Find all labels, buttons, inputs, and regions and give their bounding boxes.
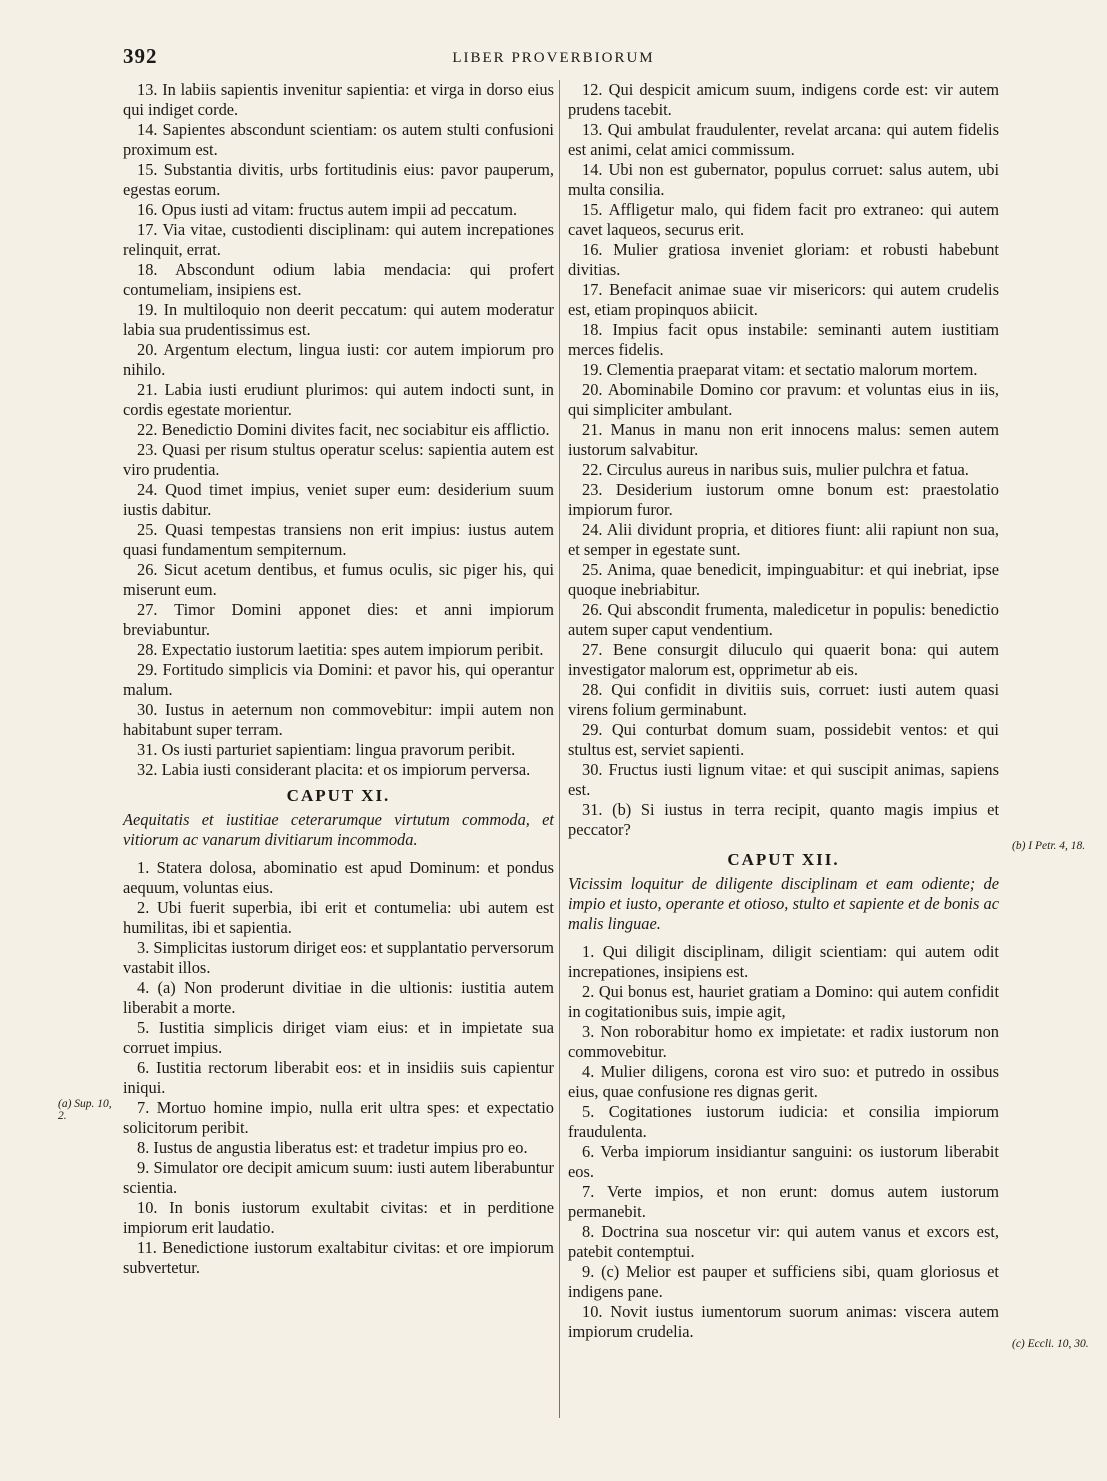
right-verses-bottom — [568, 942, 999, 1342]
verse: 6. Iustitia rectorum liberabit eos: et in insidiis suis capientur iniqui. — [123, 1058, 554, 1097]
verse: 25. Anima, quae benedicit, impinguabitur: et qui inebriat, ipse quoque inebriabitur. — [568, 560, 999, 599]
verse: 21. Labia iusti erudiunt plurimos: qui autem indocti sunt, in cordis egestate morientur. — [123, 380, 554, 419]
margin-note-a: (a) Sup. 10, 2. — [58, 1098, 112, 1122]
verse: 30. Fructus iusti lignum vitae: et qui suscipit animas, sapiens est. — [568, 760, 999, 799]
verse: 14. Sapientes abscondunt scientiam: os autem stulti confusioni proximum est. — [123, 120, 554, 159]
verse: 29. Qui conturbat domum suam, possidebit ventos: et qui stultus est, serviet sapienti. — [568, 720, 999, 759]
verse: 19. Clementia praeparat vitam: et sectatio malorum mortem. — [582, 360, 978, 379]
verse: 19. In multiloquio non deerit peccatum: qui autem moderatur labia sua prudentissimus est. — [123, 300, 554, 339]
verse: 15. Affligetur malo, qui fidem facit pro extraneo: qui autem cavet laqueos, securus erit. — [568, 200, 999, 239]
chapter-summary-xii: Vicissim loquitur de diligente disciplinam et eam odiente; de impio et iusto, operante et otioso, stulto et sapiente et de bonis ac malis linguae. — [568, 874, 999, 933]
verse: 30. Iustus in aeternum non commovebitur: impii autem non habitabunt super terram. — [123, 700, 554, 739]
verse: 23. Desiderium iustorum omne bonum est: praestolatio impiorum furor. — [568, 480, 999, 519]
running-title: LIBER PROVERBIORUM — [452, 50, 655, 66]
verse: 17. Benefacit animae suae vir misericors: qui autem crudelis est, etiam propinquos abiicit. — [568, 280, 999, 319]
verse: 13. Qui ambulat fraudulenter, revelat arcana: qui autem fidelis est animi, celat amici commissum. — [568, 120, 999, 159]
verse: 20. Abominabile Domino cor pravum: et voluntas eius in iis, qui simpliciter ambulant. — [568, 380, 999, 419]
page-number: 392 — [123, 44, 158, 68]
verse: 17. Via vitae, custodienti disciplinam: qui autem increpationes relinquit, errat. — [123, 220, 554, 259]
verse: 24. Alii dividunt propria, et ditiores fiunt: alii rapiunt non sua, et semper in egestate sunt. — [568, 520, 999, 559]
verse: 7. Verte impios, et non erunt: domus autem iustorum permanebit. — [568, 1182, 999, 1221]
verse: 9. (c) Melior est pauper et sufficiens sibi, quam gloriosus et indigens pane. — [568, 1262, 999, 1301]
verse: 28. Expectatio iustorum laetitia: spes autem impiorum peribit. — [137, 640, 544, 659]
verse: 5. Cogitationes iustorum iudicia: et consilia impiorum fraudulenta. — [568, 1102, 999, 1141]
verse: 6. Verba impiorum insidiantur sanguini: os iustorum liberabit eos. — [568, 1142, 999, 1181]
verse: 28. Qui confidit in divitiis suis, corruet: iusti autem quasi virens folium germinabunt. — [568, 680, 999, 719]
verse: 16. Opus iusti ad vitam: fructus autem impii ad peccatum. — [137, 200, 518, 219]
verse: 7. Mortuo homine impio, nulla erit ultra spes: et expectatio solicitorum peribit. — [123, 1098, 554, 1137]
column-divider — [559, 80, 560, 1418]
verse: 4. Mulier diligens, corona est viro suo: et putredo in ossibus eius, quae confusione res dignas gerit. — [568, 1062, 999, 1101]
verse: 12. Qui despicit amicum suum, indigens corde est: vir autem prudens tacebit. — [568, 80, 999, 119]
verse: 9. Simulator ore decipit amicum suum: iusti autem liberabuntur scientia. — [123, 1158, 554, 1197]
verse: 21. Manus in manu non erit innocens malus: semen autem iustorum salvabitur. — [568, 420, 999, 459]
verse: 3. Non roborabitur homo ex impietate: et radix iustorum non commovebitur. — [568, 1022, 999, 1061]
verse: 11. Benedictione iustorum exaltabitur civitas: et ore impiorum subvertetur. — [123, 1238, 554, 1277]
left-verses-bottom — [123, 858, 554, 1278]
verse: 2. Ubi fuerit superbia, ibi erit et contumelia: ubi autem est humilitas, ibi et sapientia. — [123, 898, 554, 937]
verse: 26. Sicut acetum dentibus, et fumus oculis, sic piger his, qui miserunt eum. — [123, 560, 554, 599]
verse: 16. Mulier gratiosa inveniet gloriam: et robusti habebunt divitias. — [568, 240, 999, 279]
chapter-summary-xi: Aequitatis et iustitiae ceterarumque virtutum commoda, et vitiorum ac vanarum divitiarum incommoda. — [123, 810, 554, 849]
left-verses-top — [123, 80, 554, 780]
verse: 23. Quasi per risum stultus operatur scelus: sapientia autem est viro prudentia. — [123, 440, 554, 479]
verse: 8. Doctrina sua noscetur vir: qui autem vanus et excors est, patebit contemptui. — [568, 1222, 999, 1261]
verse: 1. Qui diligit disciplinam, diligit scientiam: qui autem odit increpationes, insipiens est. — [568, 942, 999, 981]
verse: 18. Abscondunt odium labia mendacia: qui profert contumeliam, insipiens est. — [123, 260, 554, 299]
verse: 22. Benedictio Domini divites facit, nec sociabitur eis afflictio. — [137, 420, 550, 439]
verse: 15. Substantia divitis, urbs fortitudinis eius: pavor pauperum, egestas eorum. — [123, 160, 554, 199]
verse: 8. Iustus de angustia liberatus est: et tradetur impius pro eo. — [137, 1138, 528, 1157]
verse: 25. Quasi tempestas transiens non erit impius: iustus autem quasi fundamentum sempiternum. — [123, 520, 554, 559]
verse: 31. Os iusti parturiet sapientiam: lingua pravorum peribit. — [137, 740, 516, 759]
margin-note-c: (c) Eccli. 10, 30. — [1012, 1338, 1089, 1350]
verse: 1. Statera dolosa, abominatio est apud Dominum: et pondus aequum, voluntas eius. — [123, 858, 554, 897]
verse: 13. In labiis sapientis invenitur sapientia: et virga in dorso eius qui indiget corde. — [123, 80, 554, 119]
verse: 32. Labia iusti considerant placita: et os impiorum perversa. — [137, 760, 531, 779]
right-verses-top — [568, 80, 999, 840]
verse: 3. Simplicitas iustorum diriget eos: et supplantatio perversorum vastabit illos. — [123, 938, 554, 977]
verse: 22. Circulus aureus in naribus suis, mulier pulchra et fatua. — [582, 460, 969, 479]
verse: 10. Novit iustus iumentorum suorum animas: viscera autem impiorum crudelia. — [568, 1302, 999, 1341]
verse: 5. Iustitia simplicis diriget viam eius: et in impietate sua corruet impius. — [123, 1018, 554, 1057]
right-column — [568, 80, 999, 1342]
verse: 26. Qui abscondit frumenta, maledicetur in populis: benedictio autem super caput vendentium. — [568, 600, 999, 639]
chapter-heading-xi: CAPUT XI. — [286, 786, 391, 805]
verse: 20. Argentum electum, lingua iusti: cor autem impiorum pro nihilo. — [123, 340, 554, 379]
verse: 18. Impius facit opus instabile: seminanti autem iustitiam merces fidelis. — [568, 320, 999, 359]
chapter-heading-xii: CAPUT XII. — [727, 850, 840, 869]
verse: 10. In bonis iustorum exultabit civitas: et in perditione impiorum erit laudatio. — [123, 1198, 554, 1237]
verse: 29. Fortitudo simplicis via Domini: et pavor his, qui operantur malum. — [123, 660, 554, 699]
left-column — [123, 80, 554, 1278]
verse: 27. Timor Domini apponet dies: et anni impiorum breviabuntur. — [123, 600, 554, 639]
verse: 14. Ubi non est gubernator, populus corruet: salus autem, ubi multa consilia. — [568, 160, 999, 199]
verse: 31. (b) Si iustus in terra recipit, quanto magis impius et peccator? — [568, 800, 999, 839]
margin-note-b: (b) I Petr. 4, 18. — [1012, 840, 1086, 852]
verse: 2. Qui bonus est, hauriet gratiam a Domino: qui autem confidit in cogitationibus suis, impie agit, — [568, 982, 999, 1021]
verse: 24. Quod timet impius, veniet super eum: desiderium suum iustis dabitur. — [123, 480, 554, 519]
verse: 27. Bene consurgit diluculo qui quaerit bona: qui autem investigator malorum est, opprimetur ab eis. — [568, 640, 999, 679]
verse: 4. (a) Non proderunt divitiae in die ultionis: iustitia autem liberabit a morte. — [123, 978, 554, 1017]
